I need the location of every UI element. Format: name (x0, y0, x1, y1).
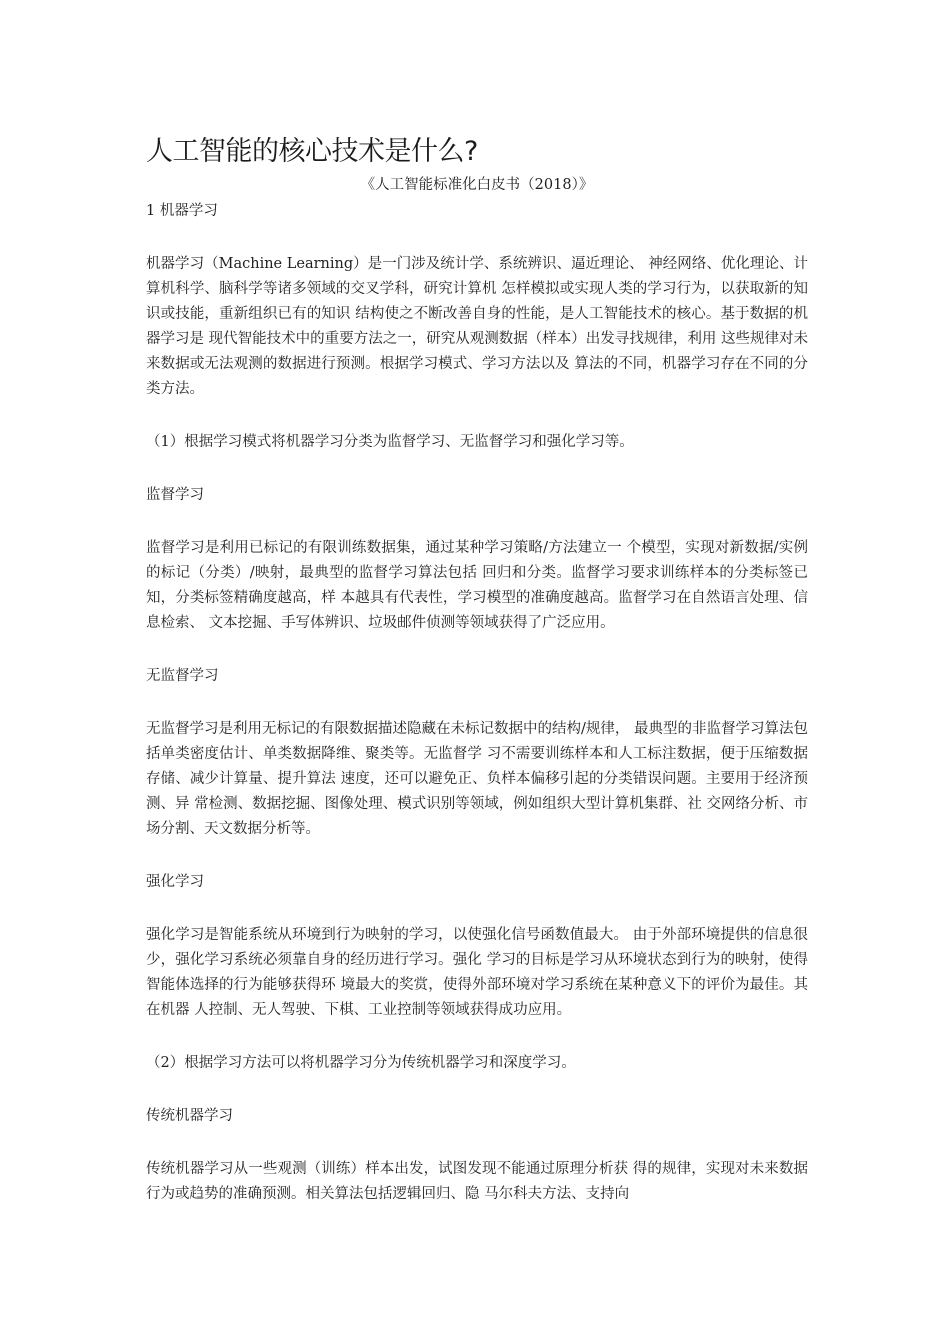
subsection-heading: 无监督学习 (146, 668, 219, 684)
paragraph: 机器学习（Machine Learning）是一门涉及统计学、系统辨识、逼近理论、 神经网络、优化理论、计算机科学、脑科学等诸多领域的交叉学科，研究计算机 怎样模拟或实现人类的学习行为，以获取新的知识或技能，重新组织已有的知识 结构使之不断改善自身的性能，是人工智能技术的核心。基于数据的机器学习是 现代智能技术中的重要方法之一，研究从观测数据（样本）出发寻找规律，利用 这些规律对未来数据或无法观测的数据进行预测。根据学习模式、学习方法以及 算法的不同，机器学习存在不同的分类方法。 (146, 256, 808, 397)
section-heading: 1 机器学习 (146, 203, 218, 219)
paragraph: 强化学习是智能系统从环境到行为映射的学习，以使强化信号函数值最大。 由于外部环境提供的信息很少，强化学习系统必须靠自身的经历进行学习。强化 学习的目标是学习从环境状态到行为的映射，使得智能体选择的行为能够获得环 境最大的奖赏，使得外部环境对学习系统在某种意义下的评价为最佳。其在机器 人控制、无人驾驶、下棋、工业控制等领域获得成功应用。 (146, 927, 808, 1018)
paragraph: （2）根据学习方法可以将机器学习分为传统机器学习和深度学习。 (146, 1055, 576, 1071)
subsection-heading: 监督学习 (146, 487, 204, 503)
subsection-heading: 传统机器学习 (146, 1108, 233, 1124)
paragraph: 无监督学习是利用无标记的有限数据描述隐藏在未标记数据中的结构/规律， 最典型的非监督学习算法包括单类密度估计、单类数据降维、聚类等。无监督学 习不需要训练样本和人工标注数据，便于压缩数据存储、减少计算量、提升算法 速度，还可以避免正、负样本偏移引起的分类错误问题。主要用于经济预测、异 常检测、数据挖掘、图像处理、模式识别等领域，例如组织大型计算机集群、社 交网络分析、市场分割、天文数据分析等。 (146, 721, 808, 837)
document-body (146, 132, 808, 1207)
document-title: 人工智能的核心技术是什么? (146, 136, 478, 167)
paragraph-list (146, 252, 808, 1207)
paragraph: 监督学习是利用已标记的有限训练数据集，通过某种学习策略/方法建立一 个模型，实现对新数据/实例的标记（分类）/映射，最典型的监督学习算法包括 回归和分类。监督学习要求训练样本的分类标签已知，分类标签精确度越高，样 本越具有代表性，学习模型的准确度越高。监督学习在自然语言处理、信息检索、 文本挖掘、手写体辨识、垃圾邮件侦测等领域获得了广泛应用。 (146, 540, 808, 631)
subsection-heading: 强化学习 (146, 874, 204, 890)
paragraph: （1）根据学习模式将机器学习分类为监督学习、无监督学习和强化学习等。 (146, 434, 634, 450)
document-subtitle: 《人工智能标准化白皮书（2018）》 (360, 177, 594, 193)
paragraph: 传统机器学习从一些观测（训练）样本出发，试图发现不能通过原理分析获 得的规律，实现对未来数据行为或趋势的准确预测。相关算法包括逻辑回归、隐 马尔科夫方法、支持向 (146, 1161, 808, 1202)
